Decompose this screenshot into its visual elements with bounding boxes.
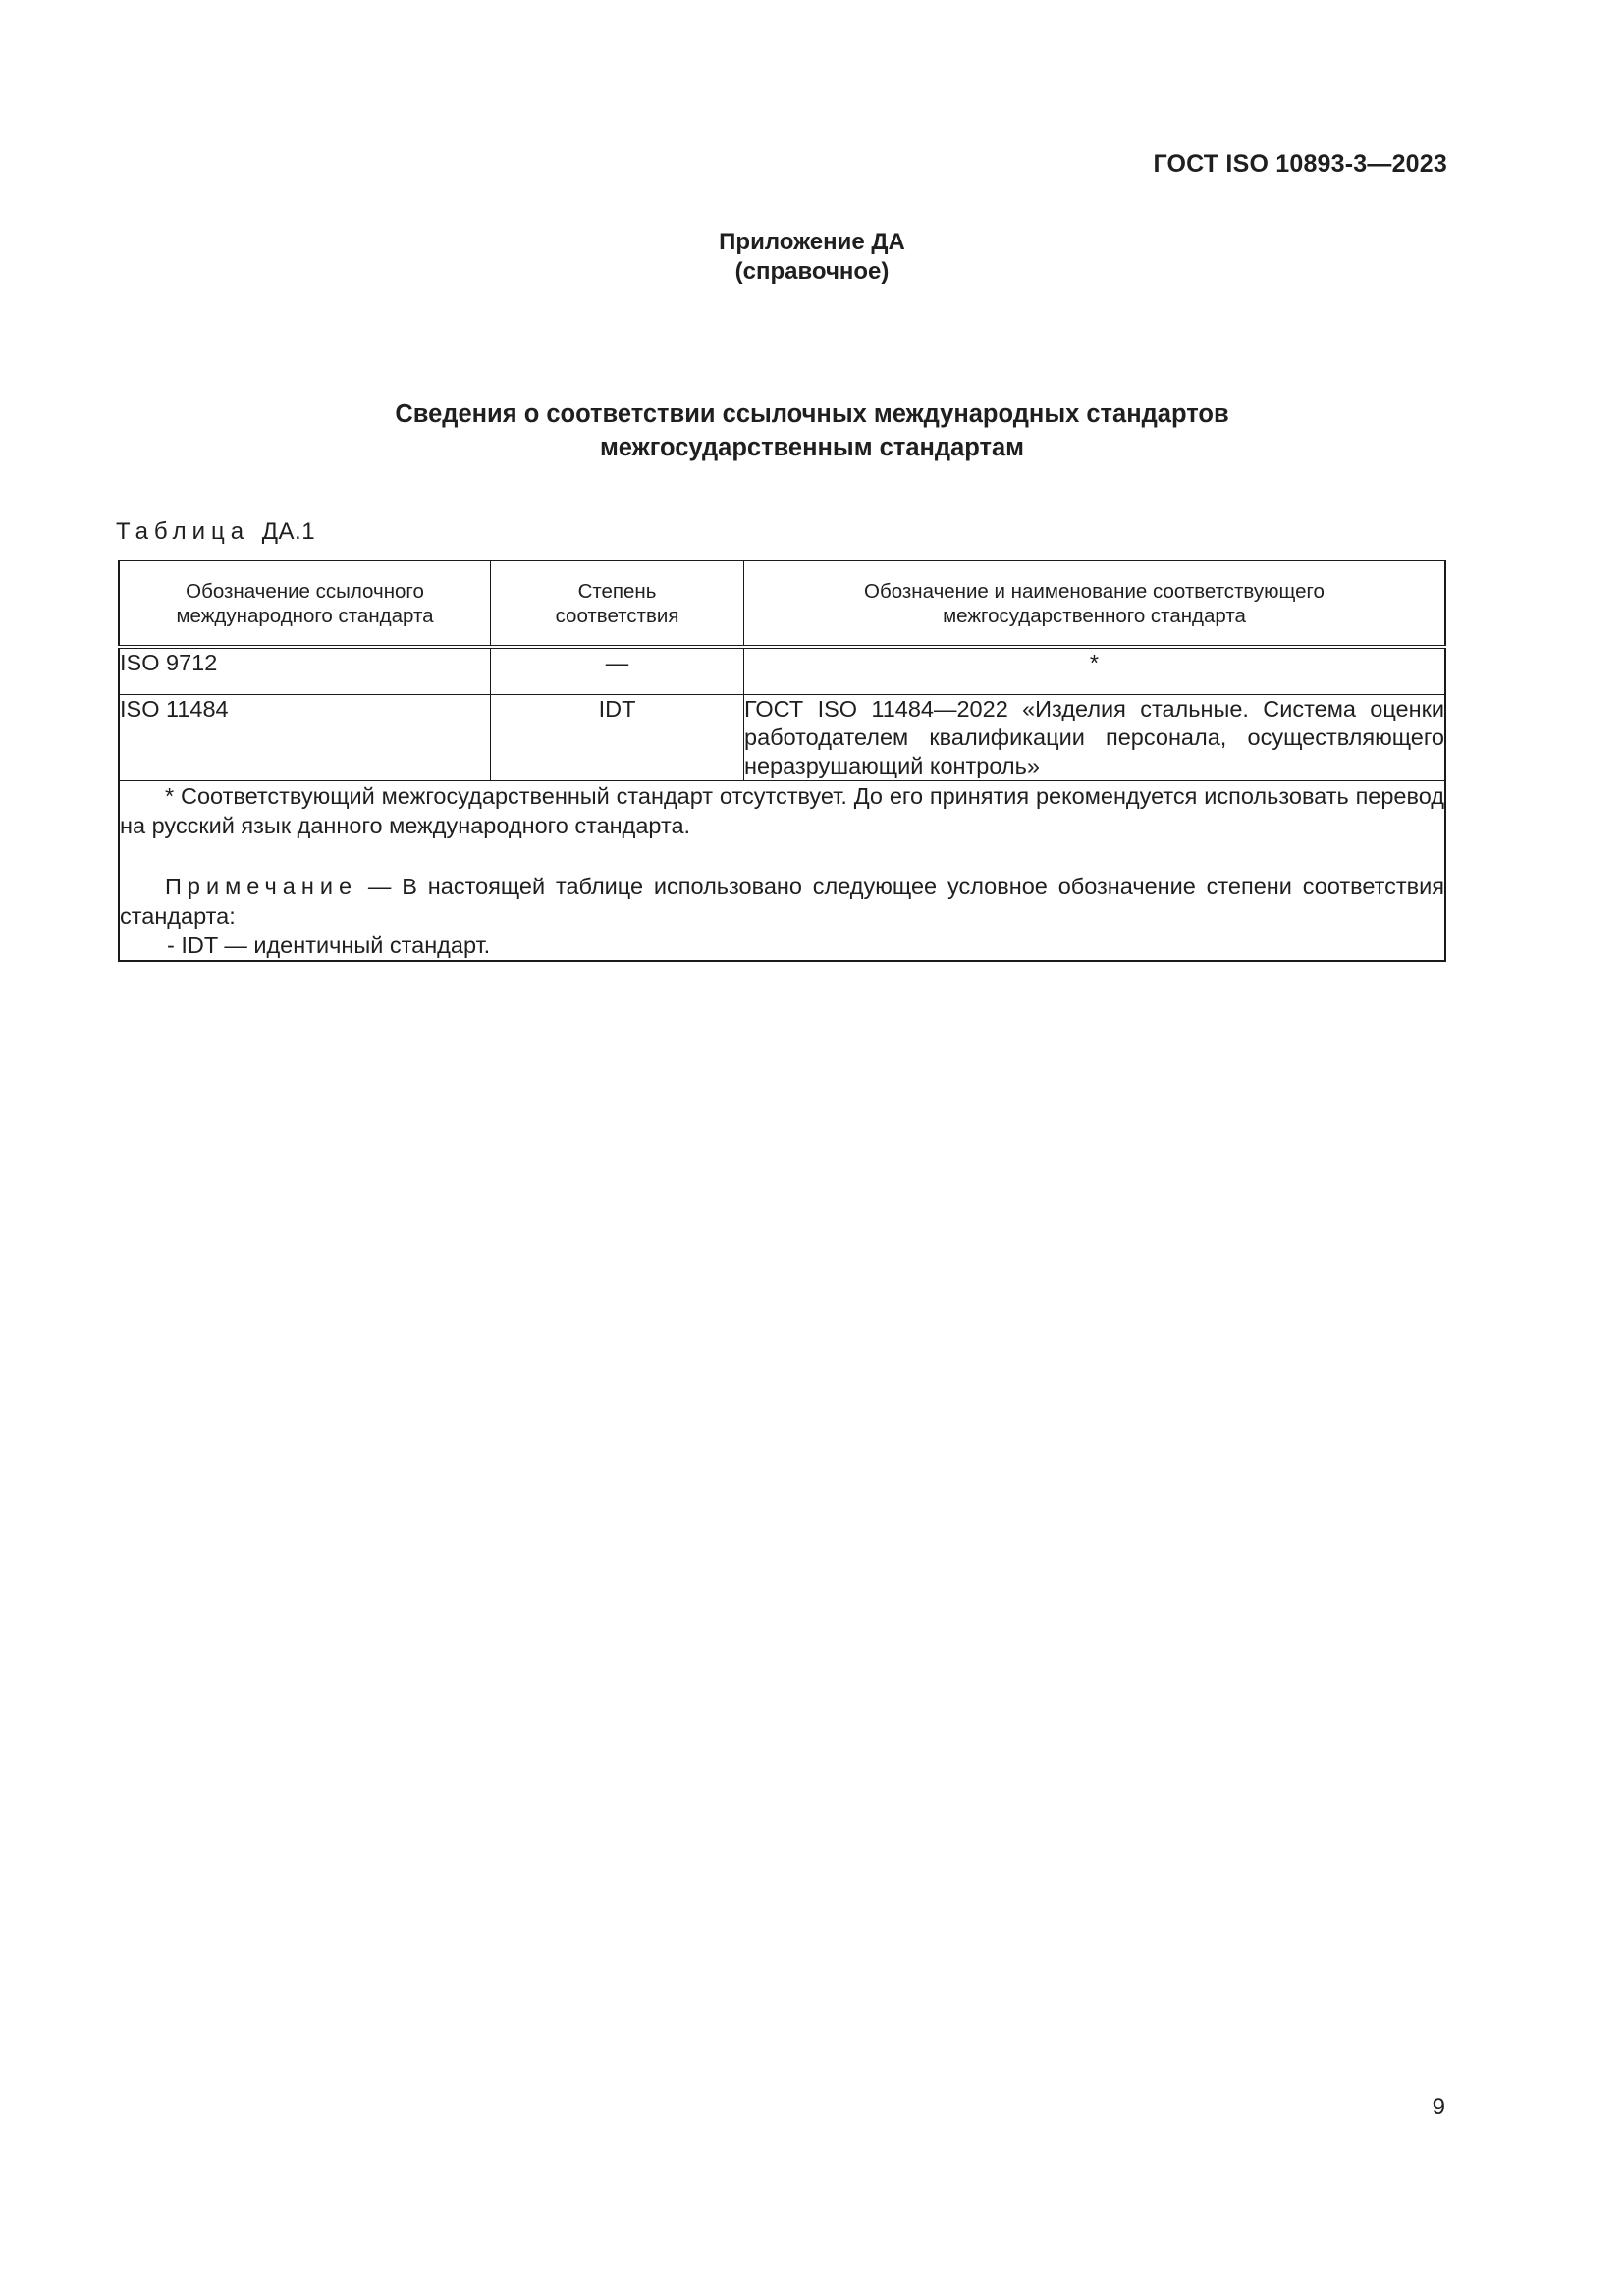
cell-reference: ISO 9712	[119, 647, 491, 695]
header-col1-line1: Обозначение ссылочного	[186, 579, 424, 603]
header-col3-line1: Обозначение и наименование соответствующего	[864, 579, 1325, 603]
cell-national: *	[744, 647, 1446, 695]
header-col3-line2: межгосударственного стандарта	[943, 604, 1246, 627]
annex-title: Приложение ДА	[719, 229, 905, 255]
table-caption-prefix: Таблица	[116, 518, 250, 545]
table-row	[119, 647, 1445, 695]
section-title-line1: Сведения о соответствии ссылочных международных стандартов	[395, 400, 1229, 428]
header-degree	[491, 561, 744, 647]
table-footnote: * Соответствующий межгосударственный стандарт отсутствует. До его принятия рекомендуется использовать перевод на русский язык данного международного стандарта.	[120, 783, 1444, 838]
section-title	[0, 398, 1624, 464]
header-col2-line2: соответствия	[555, 604, 679, 627]
header-reference-standard	[119, 561, 491, 647]
table-note	[120, 872, 1444, 931]
table-header-row	[119, 561, 1445, 647]
cell-degree: IDT	[491, 695, 744, 781]
table-footer	[119, 781, 1445, 962]
table-caption	[116, 518, 315, 546]
annex-heading	[0, 228, 1624, 287]
table-row	[119, 695, 1445, 781]
cell-degree: —	[491, 647, 744, 695]
section-title-line2: межгосударственным стандартам	[599, 434, 1025, 461]
cell-reference: ISO 11484	[119, 695, 491, 781]
header-national-standard	[744, 561, 1446, 647]
table-footer-row	[119, 781, 1445, 962]
header-col2-line1: Степень	[577, 579, 657, 603]
note-list-item: - IDT — идентичный стандарт.	[167, 933, 491, 958]
annex-type: (справочное)	[734, 258, 890, 285]
cell-national: ГОСТ ISO 11484—2022 «Изделия стальные. Система оценки работодателем квалификации персонала, осуществляющего неразрушающий контроль»	[744, 695, 1446, 781]
header-col1-line2: международного стандарта	[176, 604, 434, 627]
note-label: Примечание	[165, 874, 358, 899]
note-text: — В настоящей таблице использовано следующее условное обозначение степени соответствия стандарта:	[120, 874, 1445, 929]
table-caption-number: ДА.1	[261, 518, 316, 545]
correspondence-table	[118, 560, 1446, 962]
page-number: 9	[1432, 2094, 1445, 2120]
standard-designation: ГОСТ ISO 10893-3—2023	[1153, 150, 1447, 178]
